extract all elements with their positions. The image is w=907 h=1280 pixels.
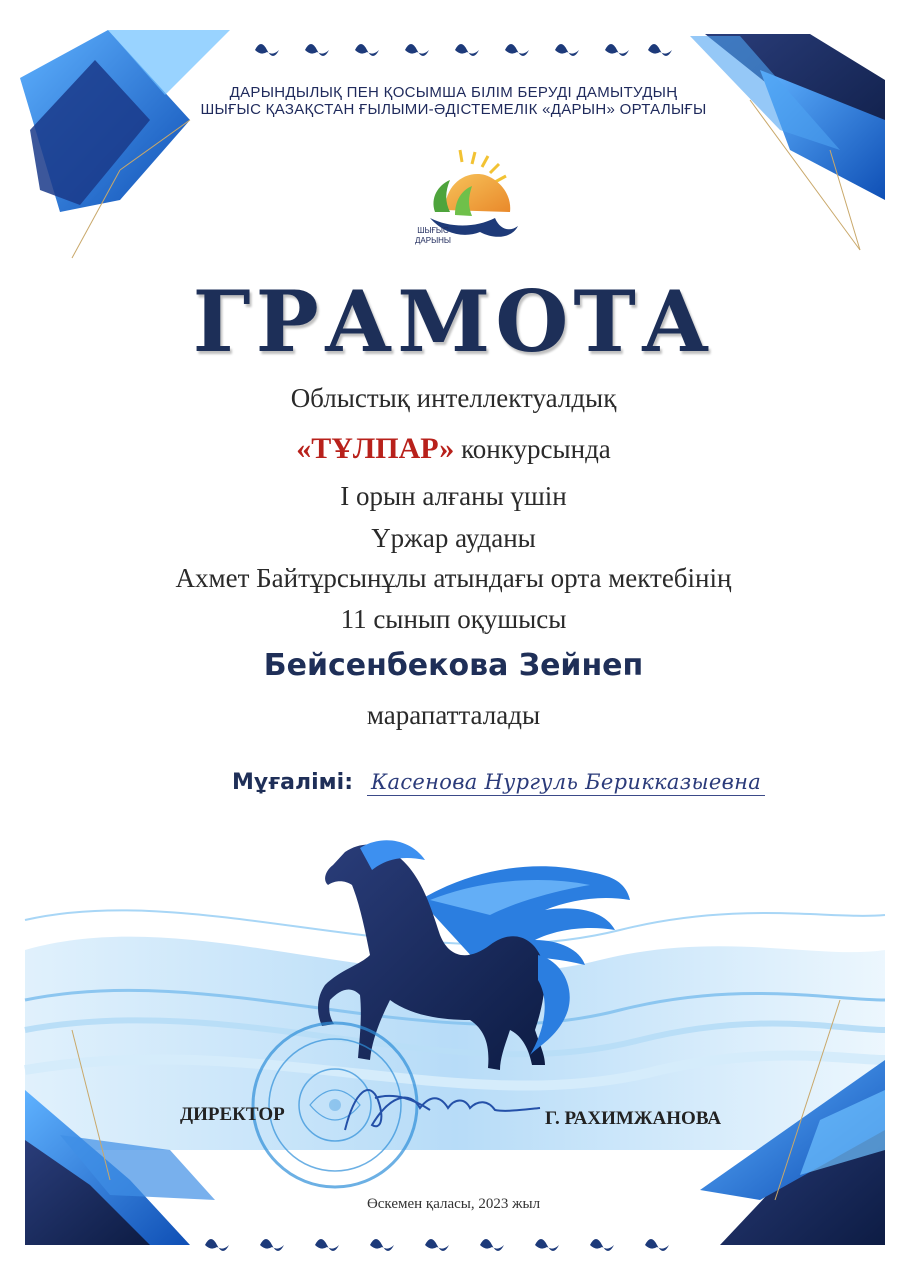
logo-text-line-1: ШЫҒЫС (417, 226, 449, 235)
text-line-regional: Облыстық интеллектуалдық (290, 383, 617, 413)
text-line-contest (0, 432, 907, 466)
top-ornament-row (255, 44, 672, 56)
text-line-grade: 11 сынып оқушысы (340, 604, 567, 634)
logo-text-line-2: ДАРЫНЫ (414, 236, 452, 245)
teacher-label: Мұғалімі: (232, 770, 353, 795)
student-name: Бейсенбекова Зейнеп (263, 648, 644, 683)
text-line-school: Ахмет Байтұрсынұлы атындағы орта мектебінің (175, 563, 732, 593)
organization-line-1: ДАРЫНДЫЛЫҚ ПЕН ҚОСЫМША БІЛІМ БЕРУДІ ДАМЫТУДЫҢ (229, 84, 678, 101)
bottom-waves (25, 910, 885, 1150)
text-line-district: Үржар ауданы (371, 523, 536, 553)
director-label: ДИРЕКТОР (180, 1104, 285, 1125)
director-name: Г. РАХИМЖАНОВА (545, 1108, 722, 1129)
city-year: Өскемен қаласы, 2023 жыл (366, 1196, 541, 1212)
top-left-corner-stripes (20, 30, 230, 258)
text-line-awarded: марапатталады (366, 700, 541, 730)
bottom-ornament-row (205, 1239, 669, 1251)
teacher-block (232, 770, 765, 795)
contest-name: «ТҰЛПАР» (296, 432, 455, 465)
text-line-place: I орын алғаны үшін (340, 481, 567, 511)
teacher-name: Касенова Нургуль Берикказыевна (367, 770, 765, 796)
certificate-title: ГРАМОТА (192, 272, 715, 371)
organization-line-2: ШЫҒЫС ҚАЗАҚСТАН ҒЫЛЫМИ-ӘДІСТЕМЕЛІК «ДАРЫН» ОРТАЛЫҒЫ (200, 101, 707, 118)
contest-suffix: конкурсында (454, 434, 611, 464)
top-right-corner-stripes (690, 34, 885, 250)
